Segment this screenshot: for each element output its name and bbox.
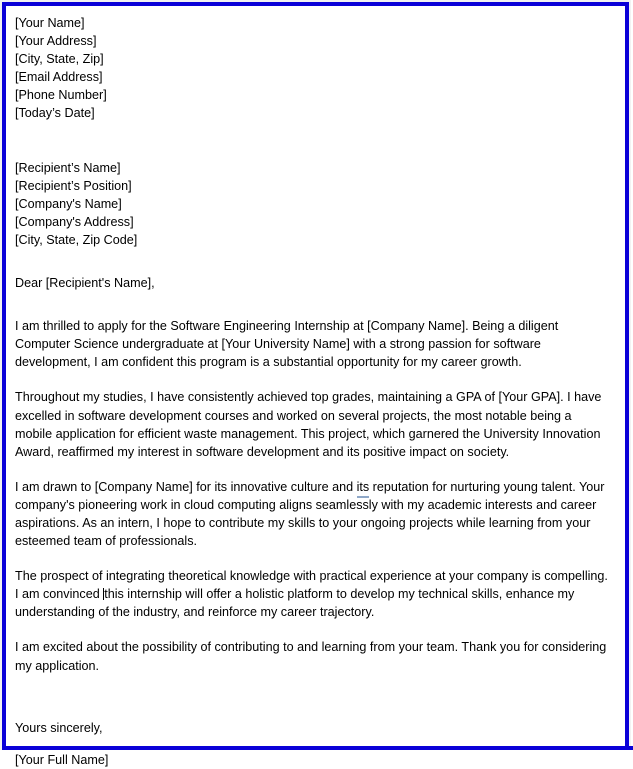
body-paragraph-with-caret [15, 567, 609, 621]
body-paragraph: I am excited about the possibility of contributing to and learning from your team. Thank you for considering my application. [15, 640, 607, 673]
sender-line: [Today’s Date] [15, 106, 95, 121]
paragraph-spacer [15, 371, 613, 388]
grammar-error-underline[interactable]: its [357, 478, 370, 496]
sender-line: [Your Name] [15, 16, 85, 30]
recipient-line: [Company's Address] [15, 214, 134, 229]
body-paragraph: Throughout my studies, I have consistently achieved top grades, maintaining a GPA of [Your GPA]. I have excelled in software development courses and worked on several projects, the most notable being a mobile application for efficient waste management. This project, which garnered the University Innovation Award, reaffirmed my interest in software development and its positive impact on society. [15, 390, 602, 459]
document-border [2, 2, 629, 767]
block-spacer [15, 123, 613, 159]
document-text-area[interactable] [6, 6, 625, 767]
paragraph-text-before-caret: The prospect of integrating theoretical knowledge with practical experience at your company is compelling. I am convinced [15, 569, 608, 602]
document-bottom-border [6, 746, 633, 750]
closing-line: Yours sincerely, [15, 720, 103, 735]
sender-line: [Email Address] [15, 70, 103, 85]
paragraph-text-after-flag: reputation for nurturing young talent. Your company's pioneering work in cloud computing aligns seamlessly with my academic interests and career aspirations. As an intern, I hope to contribute my skills to your ongoing projects while learning from your esteemed team of professionals. [15, 479, 605, 549]
recipient-line: [City, State, Zip Code] [15, 232, 138, 247]
block-spacer [15, 249, 613, 274]
sender-line: [City, State, Zip] [15, 52, 104, 67]
sender-line: [Phone Number] [15, 88, 107, 103]
paragraph-spacer [15, 461, 613, 478]
paragraph-spacer [15, 621, 613, 638]
paragraph-text-after-caret: this internship will offer a holistic platform to develop my technical skills, enhance my understanding of the industry, and reinforce my career trajectory. [15, 587, 575, 620]
paragraph-spacer [15, 550, 613, 567]
recipient-line: [Company's Name] [15, 196, 122, 211]
body-paragraph-with-grammar-flag [15, 478, 609, 550]
body-paragraph: I am thrilled to apply for the Software Engineering Internship at [Company Name]. Being a diligent Computer Science undergraduate at [Your University Name] with a strong passion for software development, I am confident this program is a substantial opportunity for my career growth. [15, 319, 559, 370]
closing-spacer [15, 675, 613, 719]
recipient-address-block [15, 159, 613, 249]
recipient-line: [Recipient’s Position] [15, 178, 132, 193]
recipient-line: [Recipient’s Name] [15, 160, 121, 175]
sender-address-block [15, 14, 613, 123]
block-spacer [15, 292, 613, 317]
signature-name: [Your Full Name] [15, 752, 109, 767]
sender-line: [Your Address] [15, 34, 97, 49]
salutation: Dear [Recipient's Name], [15, 276, 155, 291]
paragraph-text-before-flag: I am drawn to [Company Name] for its innovative culture and [15, 479, 357, 494]
